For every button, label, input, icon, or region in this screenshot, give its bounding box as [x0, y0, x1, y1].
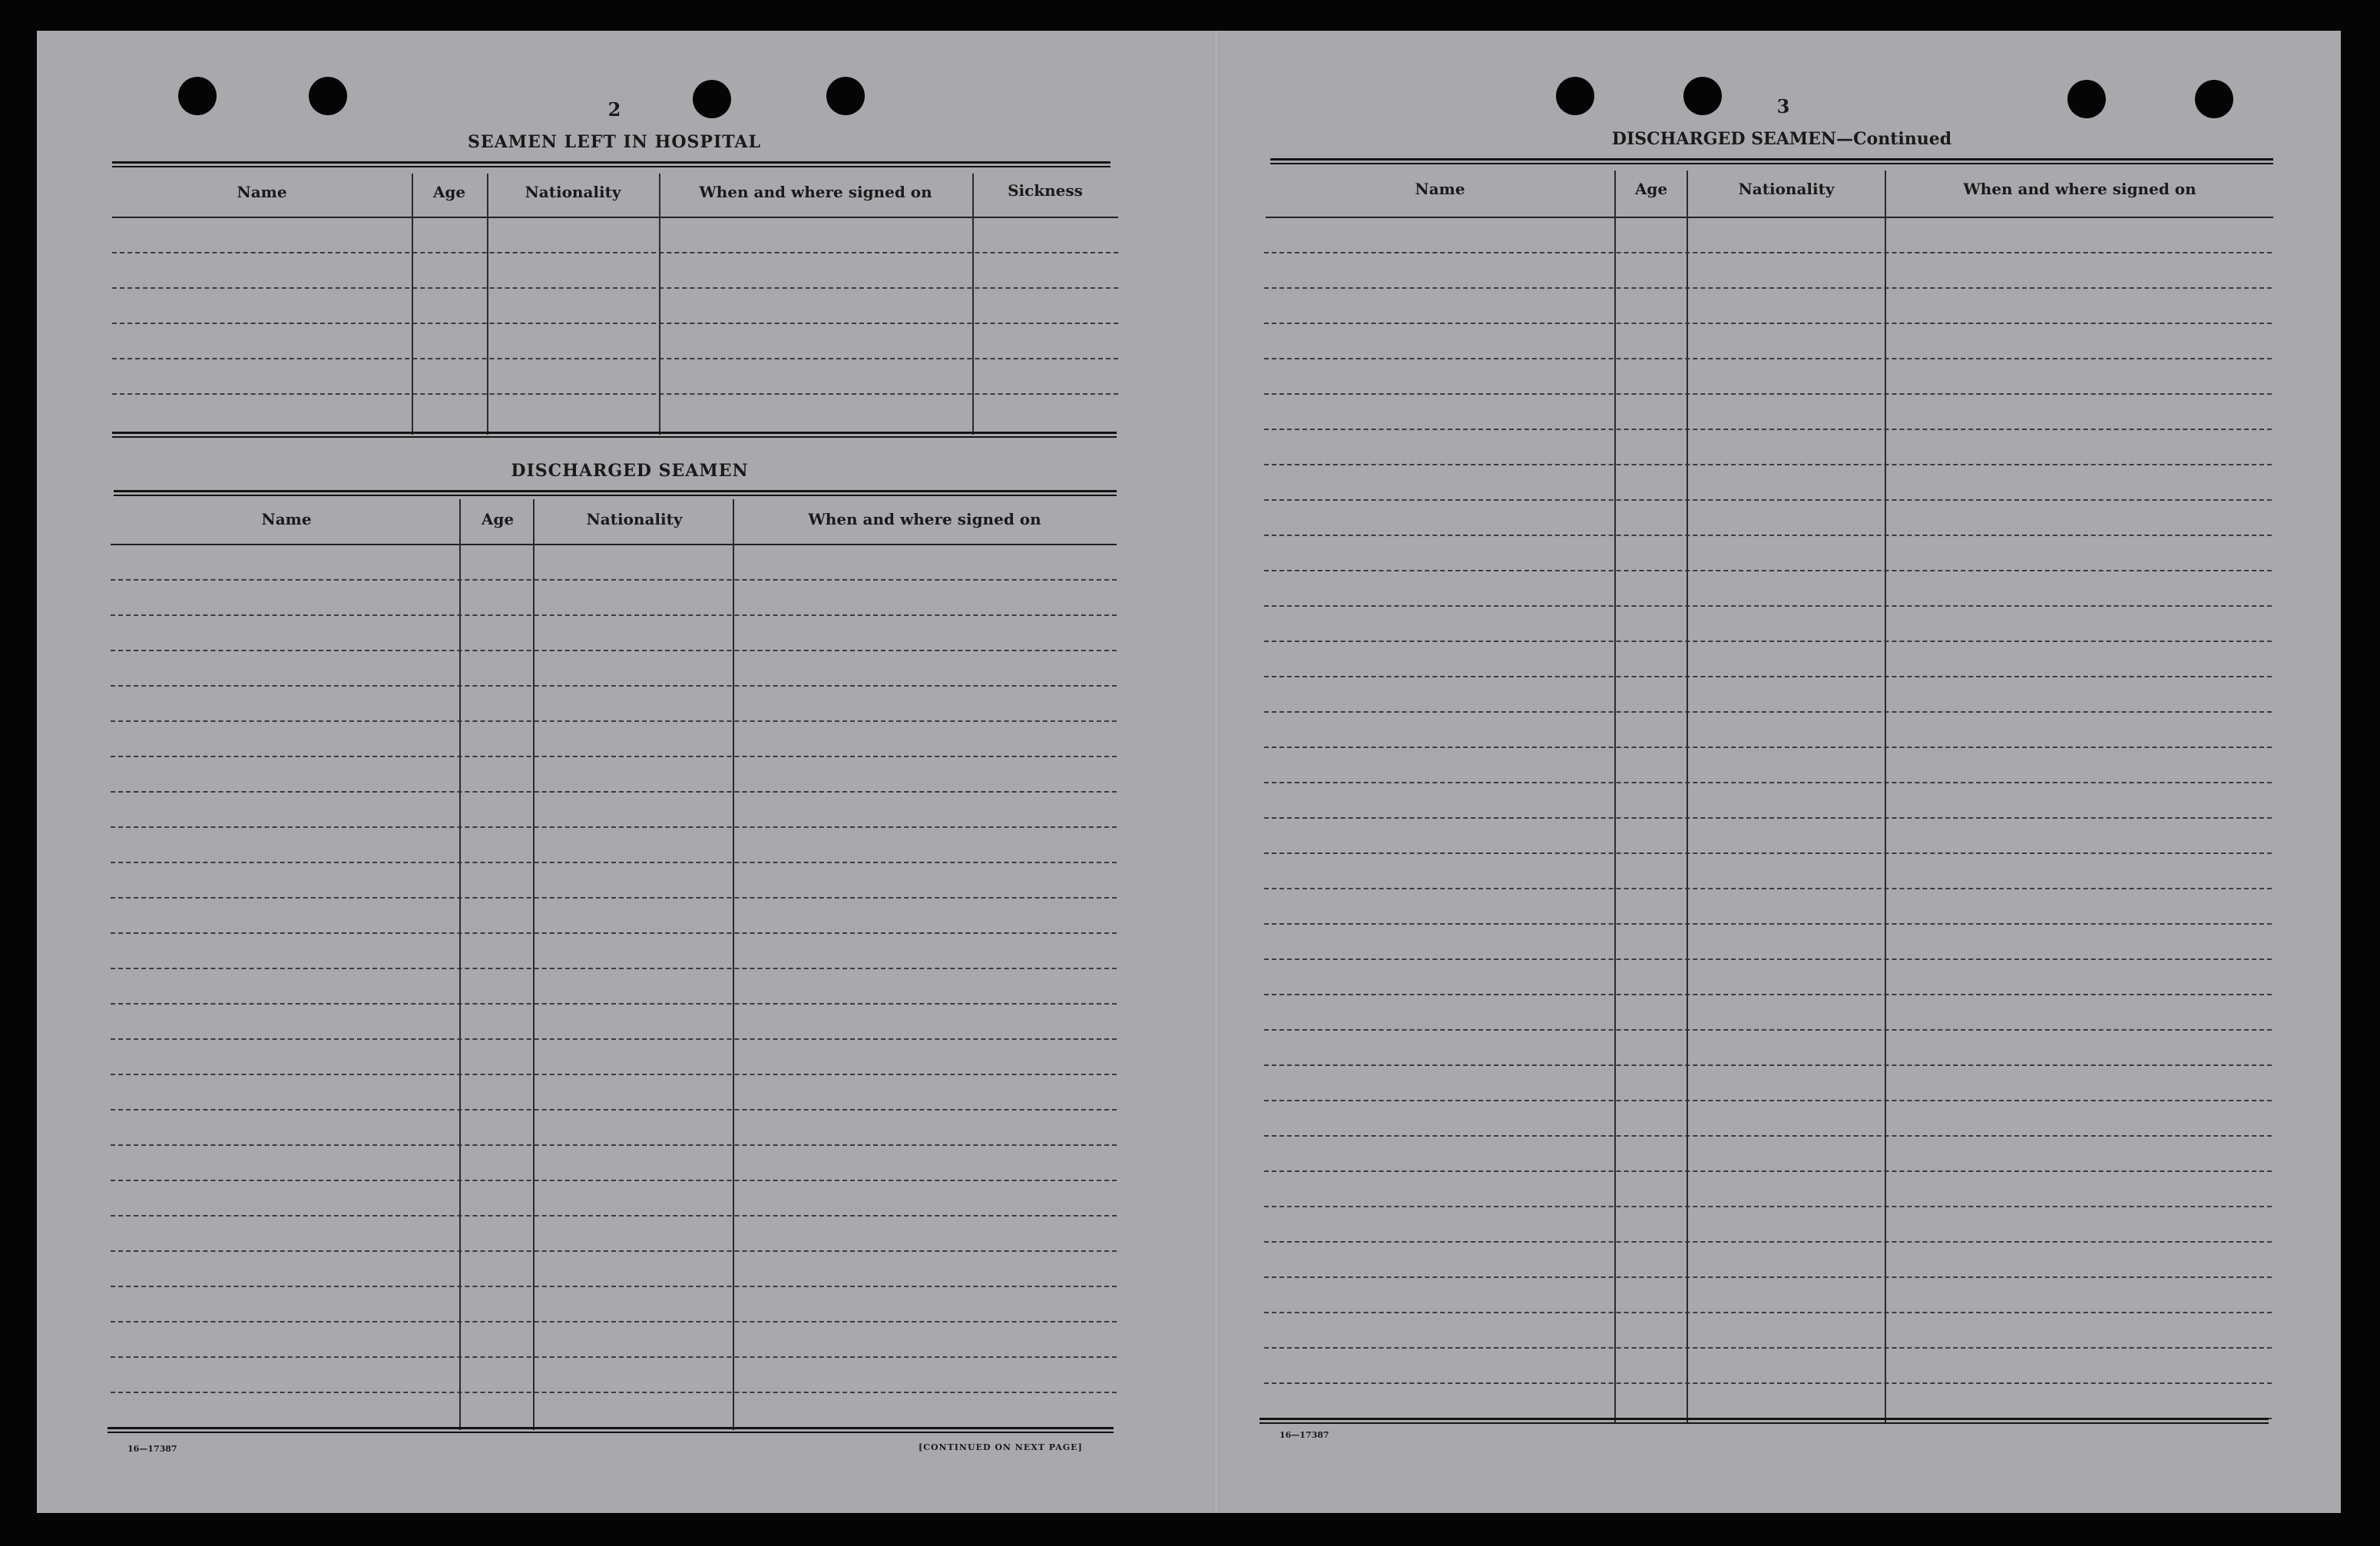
- punch-hole: [826, 77, 865, 115]
- hospital-col-divider: [487, 174, 488, 435]
- table-row[interactable]: [1264, 1278, 2272, 1313]
- punch-hole: [178, 77, 217, 115]
- table-row[interactable]: [1264, 536, 2272, 571]
- discharged-section-title-right: [1567, 129, 1997, 149]
- discharged-header-nationality-left: Nationality: [586, 510, 683, 528]
- table-row[interactable]: [111, 722, 1117, 757]
- table-row[interactable]: [111, 1075, 1117, 1111]
- table-row[interactable]: [111, 969, 1117, 1005]
- table-row[interactable]: [1264, 677, 2272, 713]
- table-row[interactable]: [111, 616, 1117, 651]
- table-row[interactable]: [111, 1181, 1117, 1217]
- page-number-right: 3: [1776, 95, 1790, 118]
- table-row[interactable]: [1264, 571, 2272, 607]
- discharged-title-suffix: —Continued: [1836, 129, 1952, 149]
- discharged-title-right: DISCHARGED SEAMEN: [1611, 129, 1837, 149]
- table-row[interactable]: [1264, 1207, 2272, 1243]
- punch-hole: [2067, 80, 2106, 118]
- hospital-top-rule: [112, 161, 1111, 167]
- discharged-top-rule-left: [114, 490, 1117, 496]
- punch-hole: [2195, 80, 2233, 118]
- discharged-col-divider-right: [1614, 170, 1616, 1422]
- table-row[interactable]: [112, 359, 1118, 395]
- form-number-right: 16—17387: [1279, 1430, 1329, 1440]
- table-row[interactable]: [1264, 395, 2272, 430]
- table-row[interactable]: [1264, 289, 2272, 324]
- page-number-left: 2: [607, 98, 621, 121]
- discharged-col-divider-right: [1885, 170, 1886, 1422]
- discharged-col-divider-right: [1687, 170, 1688, 1422]
- table-row[interactable]: [1264, 1384, 2272, 1419]
- discharged-header-nationality-right: Nationality: [1738, 180, 1835, 198]
- table-row[interactable]: [111, 828, 1117, 863]
- table-row[interactable]: [1264, 889, 2272, 925]
- hospital-header-name: Name: [237, 183, 287, 201]
- discharged-header-signed-on-left: When and where signed on: [808, 510, 1041, 528]
- hospital-col-divider: [972, 174, 974, 435]
- discharged-col-divider-left: [733, 499, 734, 1430]
- table-row[interactable]: [112, 218, 1118, 253]
- hospital-col-divider: [412, 174, 413, 435]
- hospital-col-divider: [659, 174, 660, 435]
- table-row[interactable]: [1264, 253, 2272, 289]
- table-row[interactable]: [111, 1217, 1117, 1252]
- table-row[interactable]: [1264, 218, 2272, 253]
- discharged-bottom-rule-right: [1260, 1418, 2269, 1424]
- discharged-header-name-left: Name: [261, 510, 312, 528]
- punch-hole: [693, 80, 731, 118]
- table-row[interactable]: [111, 651, 1117, 687]
- table-row[interactable]: [1264, 713, 2272, 748]
- center-fold: [1213, 31, 1220, 1513]
- table-row[interactable]: [1264, 925, 2272, 960]
- discharged-rows-left: [111, 545, 1117, 1425]
- hospital-header-sickness: Sickness: [1008, 181, 1083, 200]
- table-row[interactable]: [1264, 607, 2272, 642]
- table-row[interactable]: [1264, 783, 2272, 819]
- table-row[interactable]: [112, 289, 1118, 324]
- table-row[interactable]: [1264, 1066, 2272, 1101]
- hospital-header-signed-on: When and where signed on: [699, 183, 932, 201]
- discharged-col-divider-left: [533, 499, 535, 1430]
- discharged-rows-right: [1264, 218, 2272, 1439]
- table-row[interactable]: [1264, 465, 2272, 501]
- table-row[interactable]: [111, 934, 1117, 969]
- table-row[interactable]: [111, 545, 1117, 581]
- table-row[interactable]: [1264, 1313, 2272, 1349]
- hospital-header-nationality: Nationality: [525, 183, 621, 201]
- table-row[interactable]: [1264, 1172, 2272, 1207]
- table-row[interactable]: [112, 253, 1118, 289]
- table-row[interactable]: [111, 1287, 1117, 1323]
- table-row[interactable]: [1264, 359, 2272, 395]
- table-row[interactable]: [111, 1358, 1117, 1393]
- table-row[interactable]: [111, 757, 1117, 793]
- table-row[interactable]: [1264, 1031, 2272, 1066]
- table-row[interactable]: [112, 395, 1118, 430]
- form-number-left: 16—17387: [127, 1444, 177, 1454]
- continued-note: [CONTINUED ON NEXT PAGE]: [919, 1442, 1083, 1452]
- table-row[interactable]: [111, 793, 1117, 828]
- table-row[interactable]: [1264, 1243, 2272, 1278]
- table-row[interactable]: [111, 1111, 1117, 1146]
- discharged-top-rule-right: [1270, 158, 2273, 164]
- table-row[interactable]: [1264, 960, 2272, 995]
- table-row[interactable]: [111, 899, 1117, 934]
- table-row[interactable]: [111, 687, 1117, 722]
- table-row[interactable]: [1264, 995, 2272, 1031]
- table-row[interactable]: [111, 1393, 1117, 1425]
- table-row[interactable]: [111, 581, 1117, 616]
- punch-hole: [1683, 77, 1722, 115]
- discharged-header-age-left: Age: [481, 510, 515, 528]
- table-row[interactable]: [1264, 324, 2272, 359]
- discharged-header-age-right: Age: [1634, 180, 1668, 198]
- table-row[interactable]: [111, 1323, 1117, 1358]
- table-row[interactable]: [1264, 501, 2272, 536]
- punch-hole: [309, 77, 347, 115]
- hospital-header-age: Age: [432, 183, 466, 201]
- table-row[interactable]: [1264, 1137, 2272, 1172]
- table-row[interactable]: [111, 1252, 1117, 1287]
- hospital-section-title: SEAMEN LEFT IN HOSPITAL: [468, 132, 761, 152]
- table-row[interactable]: [1264, 642, 2272, 677]
- table-row[interactable]: [1264, 819, 2272, 854]
- discharged-bottom-rule-left: [108, 1427, 1114, 1433]
- hospital-rows: [112, 218, 1118, 430]
- table-row[interactable]: [111, 1146, 1117, 1181]
- table-row[interactable]: [1264, 430, 2272, 465]
- table-row[interactable]: [111, 1040, 1117, 1075]
- discharged-header-signed-on-right: When and where signed on: [1963, 180, 2196, 198]
- table-row[interactable]: [1264, 854, 2272, 889]
- table-row[interactable]: [112, 324, 1118, 359]
- table-row[interactable]: [1264, 1349, 2272, 1384]
- table-row[interactable]: [111, 863, 1117, 899]
- table-row[interactable]: [1264, 748, 2272, 783]
- discharged-header-name-right: Name: [1415, 180, 1465, 198]
- discharged-section-title-left: DISCHARGED SEAMEN: [511, 461, 749, 481]
- punch-hole: [1556, 77, 1594, 115]
- hospital-bottom-rule: [112, 432, 1117, 438]
- discharged-col-divider-left: [459, 499, 461, 1430]
- table-row[interactable]: [111, 1005, 1117, 1040]
- table-row[interactable]: [1264, 1101, 2272, 1137]
